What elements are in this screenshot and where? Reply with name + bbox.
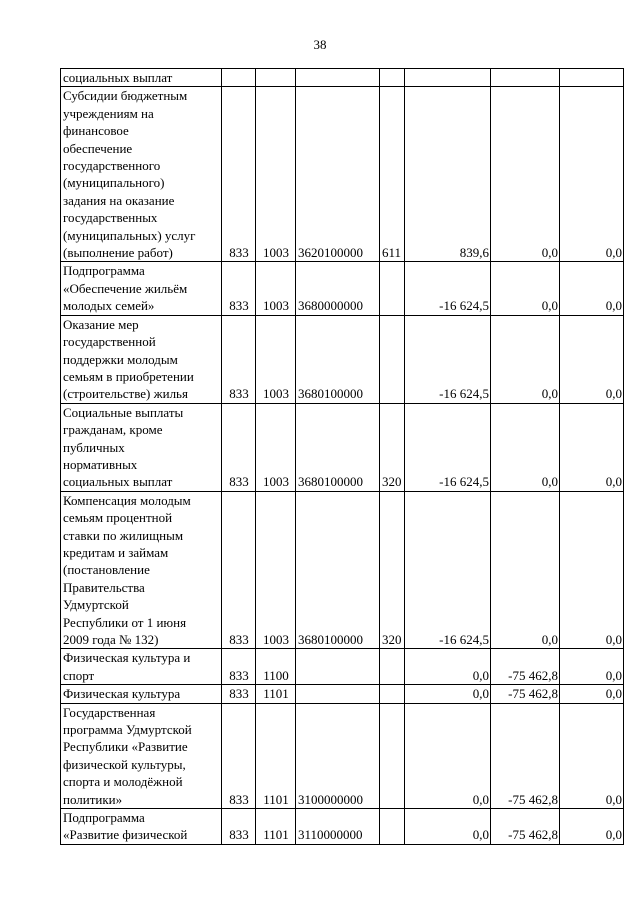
ministry-code-cell: 833: [222, 685, 256, 703]
section-code-cell: 1003: [256, 87, 296, 262]
item-name-cell: [61, 649, 222, 685]
expense-type-cell: 320: [380, 403, 405, 491]
item-name-line: финансовое: [63, 123, 129, 139]
target-article-cell: [296, 685, 380, 703]
ministry-code-cell: 833: [222, 491, 256, 649]
amount-cell-3: 0,0: [560, 87, 624, 262]
item-name-line: (муниципального): [63, 175, 165, 191]
item-name-line: учреждениям на: [63, 105, 154, 121]
item-name-line: Подпрограмма: [63, 263, 145, 279]
item-name-line: Субсидии бюджетным: [63, 88, 188, 104]
item-name-cell: [61, 703, 222, 808]
target-article-cell: 3680100000: [296, 315, 380, 403]
section-code-cell: 1003: [256, 403, 296, 491]
item-name-line: Физическая культура: [63, 686, 181, 702]
item-name-line: Государственная: [63, 704, 156, 720]
table-row: [61, 315, 624, 403]
ministry-code-cell: 833: [222, 649, 256, 685]
amount-cell-2: -75 462,8: [491, 809, 560, 845]
expense-type-cell: [380, 262, 405, 315]
item-name-line: (строительстве) жилья: [63, 386, 188, 402]
item-name-line: поддержки молодым: [63, 351, 178, 367]
item-name-line: Подпрограмма: [63, 810, 145, 826]
amount-cell-1: [405, 69, 491, 87]
item-name-line: спорта и молодёжной: [63, 774, 183, 790]
amount-cell-3: 0,0: [560, 403, 624, 491]
amount-cell-3: [560, 69, 624, 87]
amount-cell-1: 0,0: [405, 703, 491, 808]
item-name-cell: [61, 685, 222, 703]
section-code-cell: 1101: [256, 703, 296, 808]
target-article-cell: 3680000000: [296, 262, 380, 315]
section-code-cell: 1100: [256, 649, 296, 685]
amount-cell-2: 0,0: [491, 87, 560, 262]
amount-cell-1: -16 624,5: [405, 403, 491, 491]
ministry-code-cell: 833: [222, 809, 256, 845]
amount-cell-2: 0,0: [491, 315, 560, 403]
item-name-line: программа Удмуртской: [63, 722, 192, 738]
table-body: [61, 69, 624, 845]
amount-cell-3: 0,0: [560, 809, 624, 845]
item-name-cell: [61, 491, 222, 649]
item-name-line: кредитам и займам: [63, 544, 169, 560]
target-article-cell: 3100000000: [296, 703, 380, 808]
table-row: [61, 403, 624, 491]
item-name-line: задания на оказание: [63, 192, 175, 208]
item-name-cell: [61, 315, 222, 403]
table-row: [61, 703, 624, 808]
section-code-cell: [256, 69, 296, 87]
item-name-line: «Обеспечение жильём: [63, 280, 188, 296]
item-name-cell: [61, 69, 222, 87]
item-name-line: 2009 года № 132): [63, 632, 159, 647]
budget-table: [60, 68, 624, 845]
item-name-line: политики»: [63, 791, 123, 807]
table-row: [61, 262, 624, 315]
ministry-code-cell: 833: [222, 403, 256, 491]
expense-type-cell: [380, 685, 405, 703]
table-row: [61, 69, 624, 87]
amount-cell-2: -75 462,8: [491, 703, 560, 808]
table-row: [61, 649, 624, 685]
amount-cell-1: -16 624,5: [405, 491, 491, 649]
target-article-cell: [296, 69, 380, 87]
item-name-line: (постановление: [63, 562, 150, 578]
item-name-line: обеспечение: [63, 140, 133, 156]
item-name-line: социальных выплат: [63, 474, 173, 490]
item-name-line: государственного: [63, 158, 161, 174]
table-row: [61, 87, 624, 262]
expense-type-cell: [380, 315, 405, 403]
amount-cell-3: 0,0: [560, 685, 624, 703]
target-article-cell: 3110000000: [296, 809, 380, 845]
item-name-line: социальных выплат: [63, 70, 173, 85]
amount-cell-1: 0,0: [405, 685, 491, 703]
item-name-line: Компенсация молодым: [63, 492, 191, 508]
target-article-cell: 3680100000: [296, 491, 380, 649]
item-name-line: (муниципальных) услуг: [63, 227, 196, 243]
amount-cell-3: 0,0: [560, 491, 624, 649]
item-name-line: Правительства: [63, 579, 145, 595]
amount-cell-1: 839,6: [405, 87, 491, 262]
amount-cell-3: 0,0: [560, 315, 624, 403]
item-name-cell: [61, 262, 222, 315]
amount-cell-2: 0,0: [491, 491, 560, 649]
section-code-cell: 1101: [256, 809, 296, 845]
item-name-line: (выполнение работ): [63, 245, 173, 261]
target-article-cell: [296, 649, 380, 685]
item-name-line: «Развитие физической: [63, 827, 188, 843]
item-name-cell: [61, 809, 222, 845]
section-code-cell: 1101: [256, 685, 296, 703]
amount-cell-2: [491, 69, 560, 87]
item-name-line: публичных: [63, 439, 125, 455]
item-name-line: семьям в приобретении: [63, 368, 194, 384]
amount-cell-3: 0,0: [560, 649, 624, 685]
section-code-cell: 1003: [256, 315, 296, 403]
expense-type-cell: [380, 809, 405, 845]
table-row: [61, 685, 624, 703]
amount-cell-1: 0,0: [405, 809, 491, 845]
item-name-line: Социальные выплаты: [63, 404, 184, 420]
item-name-line: физической культуры,: [63, 756, 186, 772]
item-name-line: семьям процентной: [63, 510, 173, 526]
section-code-cell: 1003: [256, 491, 296, 649]
ministry-code-cell: 833: [222, 315, 256, 403]
section-code-cell: 1003: [256, 262, 296, 315]
item-name-line: государственной: [63, 334, 156, 350]
item-name-line: Оказание мер: [63, 316, 139, 332]
amount-cell-1: 0,0: [405, 649, 491, 685]
item-name-line: молодых семей»: [63, 298, 155, 314]
table-row: [61, 491, 624, 649]
amount-cell-1: -16 624,5: [405, 315, 491, 403]
target-article-cell: 3620100000: [296, 87, 380, 262]
item-name-line: гражданам, кроме: [63, 422, 163, 438]
expense-type-cell: 320: [380, 491, 405, 649]
amount-cell-1: -16 624,5: [405, 262, 491, 315]
amount-cell-2: 0,0: [491, 262, 560, 315]
expense-type-cell: [380, 703, 405, 808]
item-name-line: Физическая культура и: [63, 650, 191, 666]
ministry-code-cell: [222, 69, 256, 87]
item-name-line: Республики от 1 июня: [63, 614, 187, 630]
amount-cell-2: -75 462,8: [491, 685, 560, 703]
ministry-code-cell: 833: [222, 703, 256, 808]
amount-cell-2: 0,0: [491, 403, 560, 491]
item-name-cell: [61, 87, 222, 262]
expense-type-cell: 611: [380, 87, 405, 262]
item-name-line: нормативных: [63, 456, 138, 472]
item-name-line: спорт: [63, 667, 95, 683]
table-row: [61, 809, 624, 845]
item-name-line: ставки по жилищным: [63, 527, 184, 543]
item-name-line: Республики «Развитие: [63, 739, 188, 755]
target-article-cell: 3680100000: [296, 403, 380, 491]
expense-type-cell: [380, 69, 405, 87]
ministry-code-cell: 833: [222, 262, 256, 315]
item-name-line: Удмуртской: [63, 597, 129, 613]
amount-cell-2: -75 462,8: [491, 649, 560, 685]
item-name-line: государственных: [63, 210, 158, 226]
amount-cell-3: 0,0: [560, 262, 624, 315]
expense-type-cell: [380, 649, 405, 685]
ministry-code-cell: 833: [222, 87, 256, 262]
item-name-cell: [61, 403, 222, 491]
amount-cell-3: 0,0: [560, 703, 624, 808]
page-number: 38: [313, 37, 327, 52]
